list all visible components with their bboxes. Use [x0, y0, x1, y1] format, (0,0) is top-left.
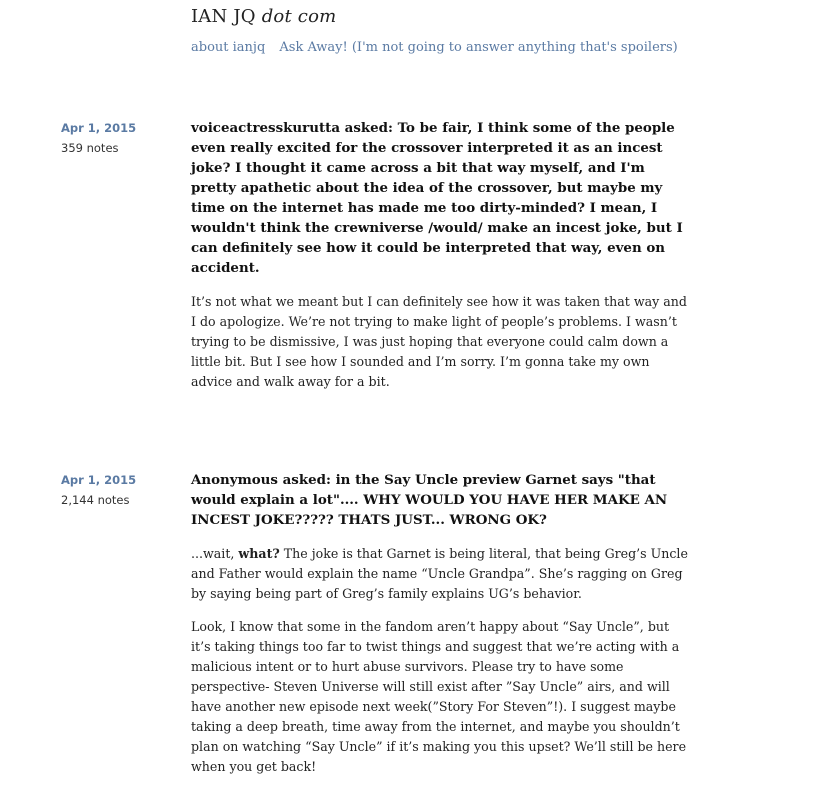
nav-link-about[interactable]: about ianjq [191, 40, 266, 55]
answer-rest: The joke is that Garnet is being literal, that being Greg’s Uncle and Father would explain the name “Uncle Grandpa”. She’s ragging on Greg by saying being part of Greg’s family explains UG’s behavior. [191, 546, 688, 601]
post-meta [61, 470, 136, 510]
nav-bar [191, 40, 688, 55]
post-content [191, 118, 691, 405]
post-question: Anonymous asked: in the Say Uncle preview Garnet says "that would explain a lot".... WHY WOULD YOU HAVE HER MAKE AN INCEST JOKE????? THATS JUST... WRONG OK? [191, 472, 668, 528]
post-answer [191, 544, 691, 777]
answer-emphasis: what? [238, 546, 280, 561]
answer-paragraph: It’s not what we meant but I can definitely see how it was taken that way and I do apologize. We’re not trying to make light of people’s problems. I wasn’t trying to be dismissive, I was just hoping that everyone could calm down a little bit. But I see how I sounded and I’m sorry. I’m gonna take my own advice and walk away for a bit. [191, 294, 687, 389]
nav-link-ask[interactable]: Ask Away! (I'm not going to answer anything that's spoilers) [279, 40, 678, 55]
site-title-main: IAN JQ [191, 6, 256, 27]
site-title-italic: dot com [261, 6, 337, 27]
post-date-link[interactable]: Apr 1, 2015 [61, 121, 137, 135]
post-answer [191, 292, 691, 392]
answer-paragraph-2: Look, I know that some in the fandom aren’t happy about “Say Uncle”, but it’s taking things too far to twist things and suggest that we’re acting with a malicious intent or to hurt abuse survivors. Please try to have some perspective- Steven Universe will still exist after ”Say Uncle” airs, and will have another new episode next week(”Story For Steven”!). I suggest maybe taking a deep breath, time away from the internet, and maybe you shouldn’t plan on watching “Say Uncle” if it’s making you this upset? We’ll still be here when you get back! [191, 619, 687, 774]
site-title[interactable] [191, 6, 336, 27]
post-content [191, 470, 691, 790]
post-date-link[interactable]: Apr 1, 2015 [61, 473, 137, 487]
answer-lead: ...wait, [191, 546, 239, 561]
post-notes-count[interactable]: 2,144 notes [61, 493, 130, 507]
post-notes-count[interactable]: 359 notes [61, 141, 119, 155]
post-question: voiceactresskurutta asked: To be fair, I think some of the people even really excited for the crossover interpreted it as an incest joke? I thought it came across a bit that way myself, and I'm pretty apathetic about the idea of the crossover, but maybe my time on the internet has made me too dirty-minded? I mean, I wouldn't think the crewniverse /would/ make an incest joke, but I can definitely see how it could be interpreted that way, even on accident. [191, 120, 683, 276]
answer-paragraph-1 [191, 544, 691, 604]
post-meta [61, 118, 136, 158]
